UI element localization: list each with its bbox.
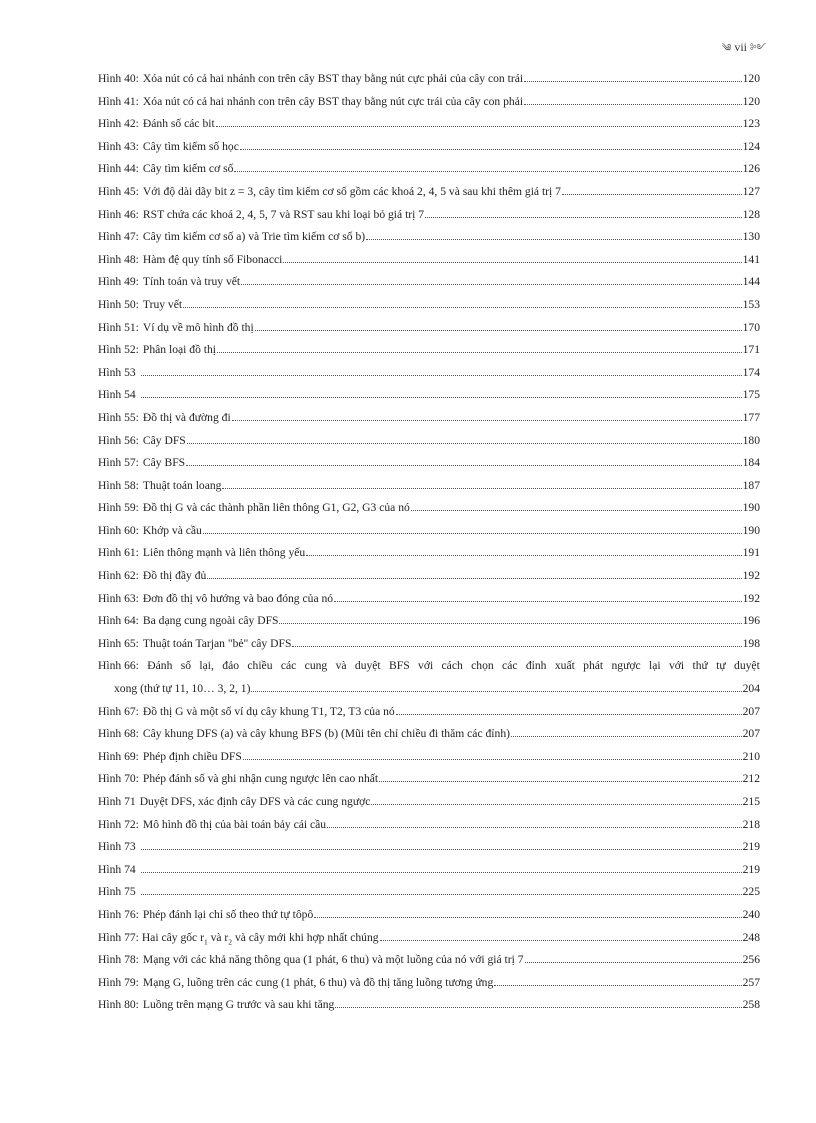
toc-entry-figure: Hình 42: <box>98 117 139 131</box>
toc-entry-figure: Hình 66: <box>98 659 139 673</box>
toc-entry-word: lại, <box>199 659 214 673</box>
toc-entry[interactable] <box>98 411 760 434</box>
dot-leader <box>183 307 742 308</box>
toc-entry-figure: Hình 80: <box>98 998 139 1012</box>
toc-entry[interactable] <box>98 140 760 163</box>
toc-entry-title: Phép đánh số và ghi nhận cung ngược lên cao nhất <box>142 772 379 786</box>
dot-leader <box>525 962 742 963</box>
toc-entry-page: 120 <box>742 94 760 108</box>
dot-leader <box>232 420 742 421</box>
toc-entry-title: Khớp và cầu <box>142 523 202 537</box>
toc-entry-page: 170 <box>742 320 760 334</box>
toc-entry-page: 210 <box>742 749 760 763</box>
toc-entry[interactable] <box>98 546 760 569</box>
toc-entry-figure: Hình 77: <box>98 930 139 944</box>
dot-leader <box>327 827 742 828</box>
toc-entry[interactable] <box>98 185 760 208</box>
ornament-right-icon: ༻ <box>750 43 766 54</box>
dot-leader <box>379 781 741 782</box>
page-header <box>722 37 766 65</box>
toc-entry-77[interactable] <box>98 931 760 954</box>
toc-entry-page: 126 <box>742 162 760 176</box>
toc-entry[interactable] <box>98 366 760 389</box>
toc-entry-figure: Hình 67: <box>98 704 139 718</box>
toc-entry-title: Đơn đồ thị vô hướng và bao đóng của nó <box>142 591 334 605</box>
dot-leader <box>396 714 742 715</box>
toc-entry-word: với <box>418 659 434 673</box>
toc-entry-page: 175 <box>742 388 760 402</box>
toc-entry-figure: Hình 43: <box>98 139 139 153</box>
toc-entry-word: thứ <box>692 659 708 673</box>
toc-entry-66-line1 <box>98 659 760 682</box>
toc-entry[interactable] <box>98 863 760 886</box>
toc-entry-figure: Hình 64: <box>98 614 139 628</box>
toc-entry-page: 130 <box>742 230 760 244</box>
toc-entry-word: với <box>668 659 685 673</box>
toc-entry-word: xuất <box>554 659 575 673</box>
toc-entry-figure: Hình 76: <box>98 907 139 921</box>
toc-entry-page: 192 <box>742 591 760 605</box>
dot-leader <box>314 917 741 918</box>
toc-entry[interactable] <box>98 388 760 411</box>
toc-entry[interactable] <box>98 772 760 795</box>
toc-entry-figure: Hình 57: <box>98 456 139 470</box>
toc-entry-title: xong (thứ tự 11, 10… 3, 2, 1) <box>114 682 251 696</box>
toc-entry-title: Đồ thị G và các thành phần liên thông G1, G2, G3 của nó <box>142 501 410 515</box>
toc-entry-title: RST chứa các khoá 2, 4, 5, 7 và RST sau khi loại bỏ giá trị 7 <box>142 207 425 221</box>
dot-leader <box>141 872 742 873</box>
toc-entry-page: 141 <box>742 252 760 266</box>
toc-entry-title: Hai cây gốc $r_1$ và $r_2$ và cây mới khi hợp nhất chúng <box>141 930 379 946</box>
dot-leader <box>292 646 741 647</box>
dot-leader <box>216 126 742 127</box>
dot-leader <box>524 81 742 82</box>
toc-entry-66-line2 <box>98 682 760 705</box>
dot-leader <box>141 397 742 398</box>
toc-entry-word: tự <box>716 659 726 673</box>
toc-entry-word: đảo <box>222 659 240 673</box>
toc-entry[interactable] <box>98 479 760 502</box>
toc-entry-word: các <box>280 659 297 673</box>
toc-entry[interactable] <box>98 162 760 185</box>
toc-entry-page: 207 <box>742 727 760 741</box>
toc-entry-title: Cây tìm kiếm cơ số <box>142 162 234 176</box>
toc-entry[interactable] <box>98 727 760 750</box>
toc-entry-figure: Hình 49: <box>98 275 139 289</box>
toc-entry[interactable] <box>98 321 760 344</box>
toc-entry[interactable] <box>98 953 760 976</box>
toc-entry-page: 192 <box>742 569 760 583</box>
toc-entry[interactable] <box>98 208 760 231</box>
dot-leader <box>203 533 742 534</box>
dot-leader <box>279 623 741 624</box>
toc-entry-figure: Hình 48: <box>98 252 139 266</box>
toc-entry-page: 128 <box>742 207 760 221</box>
toc-entry-figure: Hình 58: <box>98 478 139 492</box>
toc-entry-figure: Hình 56: <box>98 433 139 447</box>
toc-entry-page: 219 <box>742 840 760 854</box>
toc-entry-page: 177 <box>742 410 760 424</box>
toc-entry-page: 218 <box>742 817 760 831</box>
dot-leader <box>494 985 741 986</box>
toc-entry[interactable] <box>98 501 760 524</box>
toc-entry-title: Ba dạng cung ngoài cây DFS <box>142 614 279 628</box>
toc-entry[interactable] <box>98 976 760 999</box>
toc-entry-page: 127 <box>742 184 760 198</box>
dot-leader <box>562 194 742 195</box>
dot-leader <box>380 940 742 941</box>
toc-entry[interactable] <box>98 230 760 253</box>
toc-entry-word: duyệt <box>354 659 381 673</box>
toc-entry-title: Cây BFS <box>142 456 186 470</box>
dot-leader <box>511 736 742 737</box>
toc-entry-page: 190 <box>742 501 760 515</box>
toc-entry-word: số <box>180 659 192 673</box>
dot-leader <box>366 239 741 240</box>
dot-leader <box>411 510 742 511</box>
toc-entry[interactable] <box>98 275 760 298</box>
toc-entry-figure: Hình 53 <box>98 365 136 379</box>
toc-entry[interactable] <box>98 434 760 457</box>
toc-entry-page: 153 <box>742 297 760 311</box>
dot-leader <box>234 171 741 172</box>
toc-entry-title: Xóa nút có cả hai nhánh con trên cây BST thay bằng nút cực trái của cây con phải <box>142 94 524 108</box>
toc-entry-figure: Hình 54 <box>98 388 136 402</box>
toc-entry-word: cung <box>304 659 328 673</box>
toc-entry-page: 196 <box>742 614 760 628</box>
toc-entry-title: Đồ thị và đường đi <box>142 410 231 424</box>
dot-leader <box>141 849 742 850</box>
toc-entry-page: 212 <box>742 772 760 786</box>
toc-entry-page: 257 <box>742 975 760 989</box>
toc-entry-title: Mạng G, luồng trên các cung (1 phát, 6 thu) và đồ thị tăng luồng tương ứng <box>142 975 494 989</box>
dot-leader <box>334 601 742 602</box>
dot-leader <box>141 894 742 895</box>
toc-entry-figure: Hình 55: <box>98 410 139 424</box>
toc-entry-title: Duyệt DFS, xác định cây DFS và các cung ngược <box>139 795 371 808</box>
toc-entry[interactable] <box>98 117 760 140</box>
toc-entry-title: Luồng trên mạng G trước và sau khi tăng <box>142 998 335 1012</box>
toc-entry-word: duyệt <box>734 659 760 673</box>
toc-entry-page: 219 <box>742 862 760 876</box>
toc-entry-word: và <box>335 659 347 673</box>
toc-entry-figure: Hình 59: <box>98 501 139 515</box>
toc-entry-figure: Hình 68: <box>98 727 139 741</box>
toc-entry-page: 258 <box>742 998 760 1012</box>
dot-leader <box>335 1007 741 1008</box>
toc-entry-title: Mạng với các khả năng thông qua (1 phát, 6 thu) và một luồng của nó với giá trị 7 <box>142 953 524 967</box>
toc-entry[interactable] <box>98 569 760 592</box>
dot-leader <box>141 375 742 376</box>
toc-entry-figure: Hình 74 <box>98 862 136 876</box>
toc-entry-title: Tính toán và truy vết <box>142 275 241 289</box>
toc-entry[interactable] <box>98 95 760 118</box>
toc-entry[interactable] <box>98 795 760 818</box>
toc-entry-word: chiều <box>247 659 273 673</box>
toc-entry-figure: Hình 75 <box>98 885 136 899</box>
toc-entry[interactable] <box>98 524 760 547</box>
toc-entry-figure: Hình 78: <box>98 953 139 967</box>
toc-entry-figure: Hình 47: <box>98 230 139 244</box>
toc-entry-word: lại <box>649 659 661 673</box>
toc-entry-word: ngược <box>611 659 641 673</box>
page-number: vii <box>734 40 747 54</box>
toc-entry-page: 184 <box>742 456 760 470</box>
toc-entry-title: Cây tìm kiếm số học <box>142 139 239 153</box>
toc-entry-figure: Hình 45: <box>98 184 139 198</box>
toc-entry-word: Đánh <box>147 659 173 673</box>
toc-entry-word: các <box>502 659 518 673</box>
toc-entry-title: Đồ thị đầy đủ <box>142 569 207 583</box>
toc-entry[interactable] <box>98 343 760 366</box>
toc-entry-figure: Hình 41: <box>98 94 139 108</box>
toc-entry-word: BFS <box>389 659 410 673</box>
toc-entry[interactable] <box>98 908 760 931</box>
toc-entry-page: 207 <box>742 704 760 718</box>
toc-entry-page: 204 <box>742 682 760 696</box>
toc-entry-figure: Hình 46: <box>98 207 139 221</box>
toc-entry-title: Liên thông mạnh và liên thông yếu <box>142 546 306 560</box>
toc-entry-page: 190 <box>742 523 760 537</box>
toc-entry-figure: Hình 52: <box>98 343 139 357</box>
toc-entry-page: 198 <box>742 636 760 650</box>
toc-entry-page: 215 <box>742 795 760 808</box>
toc-entry-page: 225 <box>742 885 760 899</box>
toc-entry-title: Thuật toán loang <box>142 478 222 492</box>
toc-entry-figure: Hình 73 <box>98 840 136 854</box>
toc-entry-figure: Hình 63: <box>98 591 139 605</box>
dot-leader <box>243 759 742 760</box>
toc-entry-figure: Hình 79: <box>98 975 139 989</box>
toc-entry-title: Phép đánh lại chỉ số theo thứ tự tôpô <box>142 907 314 921</box>
dot-leader <box>207 578 741 579</box>
toc-entry[interactable] <box>98 72 760 95</box>
dot-leader <box>251 691 741 692</box>
dot-leader <box>241 284 741 285</box>
dot-leader <box>255 330 742 331</box>
list-of-figures <box>98 72 760 1021</box>
toc-entry[interactable] <box>98 750 760 773</box>
toc-entry-page: 187 <box>742 478 760 492</box>
dot-leader <box>240 149 742 150</box>
toc-entry[interactable] <box>98 637 760 660</box>
dot-leader <box>283 262 741 263</box>
dot-leader <box>371 804 741 805</box>
dot-leader <box>222 488 741 489</box>
toc-entry[interactable] <box>98 705 760 728</box>
toc-entry-page: 144 <box>742 275 760 289</box>
toc-entry-title: Truy vết <box>142 297 183 311</box>
toc-entry-title: Cây khung DFS (a) và cây khung BFS (b) (Mũi tên chỉ chiều đi thăm các đỉnh) <box>142 727 510 741</box>
toc-entry-figure: Hình 69: <box>98 749 139 763</box>
toc-entry-word: đỉnh <box>525 659 547 673</box>
dot-leader <box>217 352 742 353</box>
toc-entry-title: Đánh số các bit <box>142 117 215 131</box>
toc-entry-title: Đồ thị G và một số ví dụ cây khung T1, T2, T3 của nó <box>142 704 395 718</box>
toc-entry-title: Hàm đệ quy tính số Fibonacci <box>142 252 283 266</box>
toc-entry-title: Phép định chiều DFS <box>142 749 242 763</box>
toc-entry-title: Cây DFS <box>142 433 186 447</box>
toc-entry[interactable] <box>98 592 760 615</box>
toc-entry[interactable] <box>98 298 760 321</box>
toc-entry[interactable] <box>98 456 760 479</box>
toc-entry-figure: Hình 44: <box>98 162 139 176</box>
toc-entry-page: 124 <box>742 139 760 153</box>
toc-entry-title: Với độ dài dãy bit z = 3, cây tìm kiếm cơ số gồm các khoá 2, 4, 5 và sau khi thêm giá trị 7 <box>142 184 561 198</box>
toc-entry-figure: Hình 40: <box>98 72 139 85</box>
toc-entry[interactable] <box>98 885 760 908</box>
dot-leader <box>306 555 741 556</box>
toc-entry-page: 256 <box>742 953 760 967</box>
toc-entry-title: Xóa nút có cả hai nhánh con trên cây BST thay bằng nút cực phải của cây con trái <box>142 72 524 85</box>
toc-entry-figure: Hình 71 <box>98 795 136 808</box>
ornament-left-icon: ༄ <box>721 43 732 54</box>
toc-entry-title: Ví dụ về mô hình đồ thị <box>142 320 254 334</box>
toc-entry-page: 174 <box>742 365 760 379</box>
toc-entry-page: 248 <box>742 930 760 944</box>
toc-entry-title: Phân loại đồ thị <box>142 343 217 357</box>
toc-entry-page: 123 <box>742 117 760 131</box>
toc-entry-page: 191 <box>742 546 760 560</box>
toc-entry-66[interactable] <box>98 659 760 704</box>
toc-entry-figure: Hình 50: <box>98 297 139 311</box>
toc-entry-figure: Hình 72: <box>98 817 139 831</box>
toc-entry-page: 180 <box>742 433 760 447</box>
toc-entry-page: 240 <box>742 907 760 921</box>
dot-leader <box>186 465 742 466</box>
toc-entry-page: 120 <box>742 72 760 85</box>
toc-entry-page: 171 <box>742 343 760 357</box>
dot-leader <box>425 217 742 218</box>
dot-leader <box>524 104 742 105</box>
dot-leader <box>187 443 742 444</box>
toc-entry-figure: Hình 65: <box>98 636 139 650</box>
toc-entry-figure: Hình 70: <box>98 772 139 786</box>
toc-entry[interactable] <box>98 998 760 1021</box>
toc-entry-word: phát <box>583 659 604 673</box>
toc-entry-figure: Hình 62: <box>98 569 139 583</box>
toc-entry-title: Thuật toán Tarjan "bẻ" cây DFS <box>142 636 292 650</box>
toc-entry-word: cách <box>441 659 463 673</box>
toc-entry-figure: Hình 61: <box>98 546 139 560</box>
toc-entry-title: Cây tìm kiếm cơ số a) và Trie tìm kiếm cơ số b) <box>142 230 366 244</box>
toc-entry-word: chọn <box>471 659 494 673</box>
toc-entry-figure: Hình 51: <box>98 320 139 334</box>
toc-entry[interactable] <box>98 840 760 863</box>
toc-entry-title: Mô hình đồ thị của bài toán bảy cái cầu <box>142 817 327 831</box>
toc-entry-figure: Hình 60: <box>98 523 139 537</box>
toc-entry[interactable] <box>98 253 760 276</box>
toc-entry[interactable] <box>98 818 760 841</box>
toc-entry[interactable] <box>98 614 760 637</box>
